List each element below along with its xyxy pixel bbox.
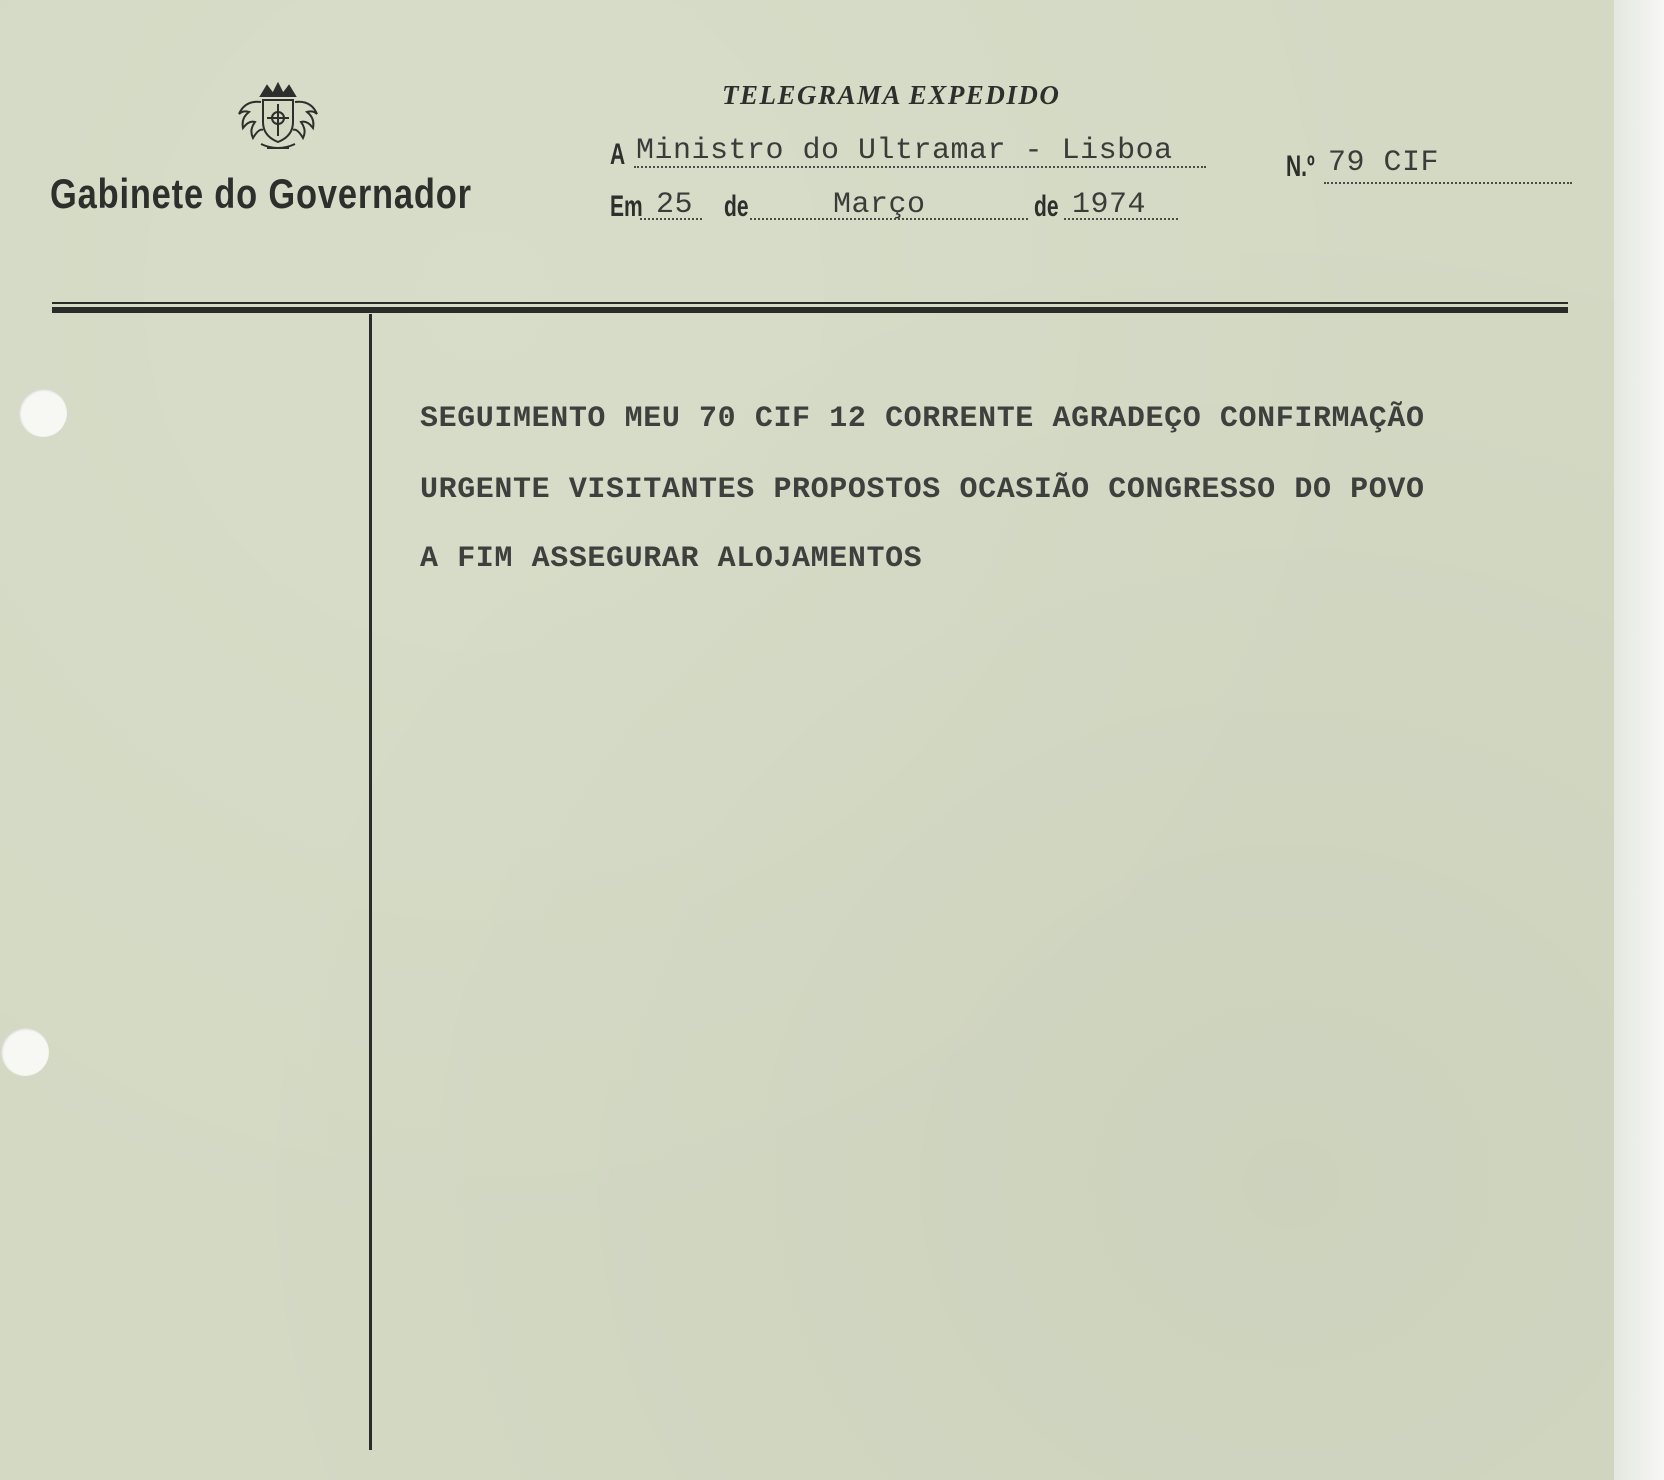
to-label: A [610, 138, 626, 171]
date-year: 1974 [1072, 188, 1147, 222]
date-year-label: de [1034, 190, 1059, 223]
office-name: Gabinete do Governador [50, 170, 472, 217]
coat-of-arms-icon [231, 82, 325, 154]
punch-hole-bottom [1, 1028, 49, 1076]
message-line-1: SEGUIMENTO MEU 70 CIF 12 CORRENTE AGRADEÇO CONFIRMAÇÃO [420, 402, 1425, 436]
number-value: 79 CIF [1328, 146, 1440, 180]
header-rule-thin [52, 302, 1568, 304]
message-line-3: A FIM ASSEGURAR ALOJAMENTOS [420, 542, 923, 576]
number-dotted-line [1324, 182, 1572, 184]
date-day: 25 [656, 188, 694, 222]
date-label: Em [610, 190, 643, 223]
scan-edge [1614, 0, 1664, 1480]
margin-line [369, 314, 372, 1450]
addressee-value: Ministro do Ultramar - Lisboa [636, 134, 1173, 168]
number-label: N.º [1286, 150, 1315, 183]
date-de-label: de [724, 190, 749, 223]
message-line-2: URGENTE VISITANTES PROPOSTOS OCASIÃO CONGRESSO DO POVO [420, 473, 1425, 507]
form-title: TELEGRAMA EXPEDIDO [722, 80, 1061, 110]
punch-hole-top [19, 389, 67, 437]
header-rule-thick [52, 307, 1568, 313]
date-month: Março [833, 188, 926, 222]
